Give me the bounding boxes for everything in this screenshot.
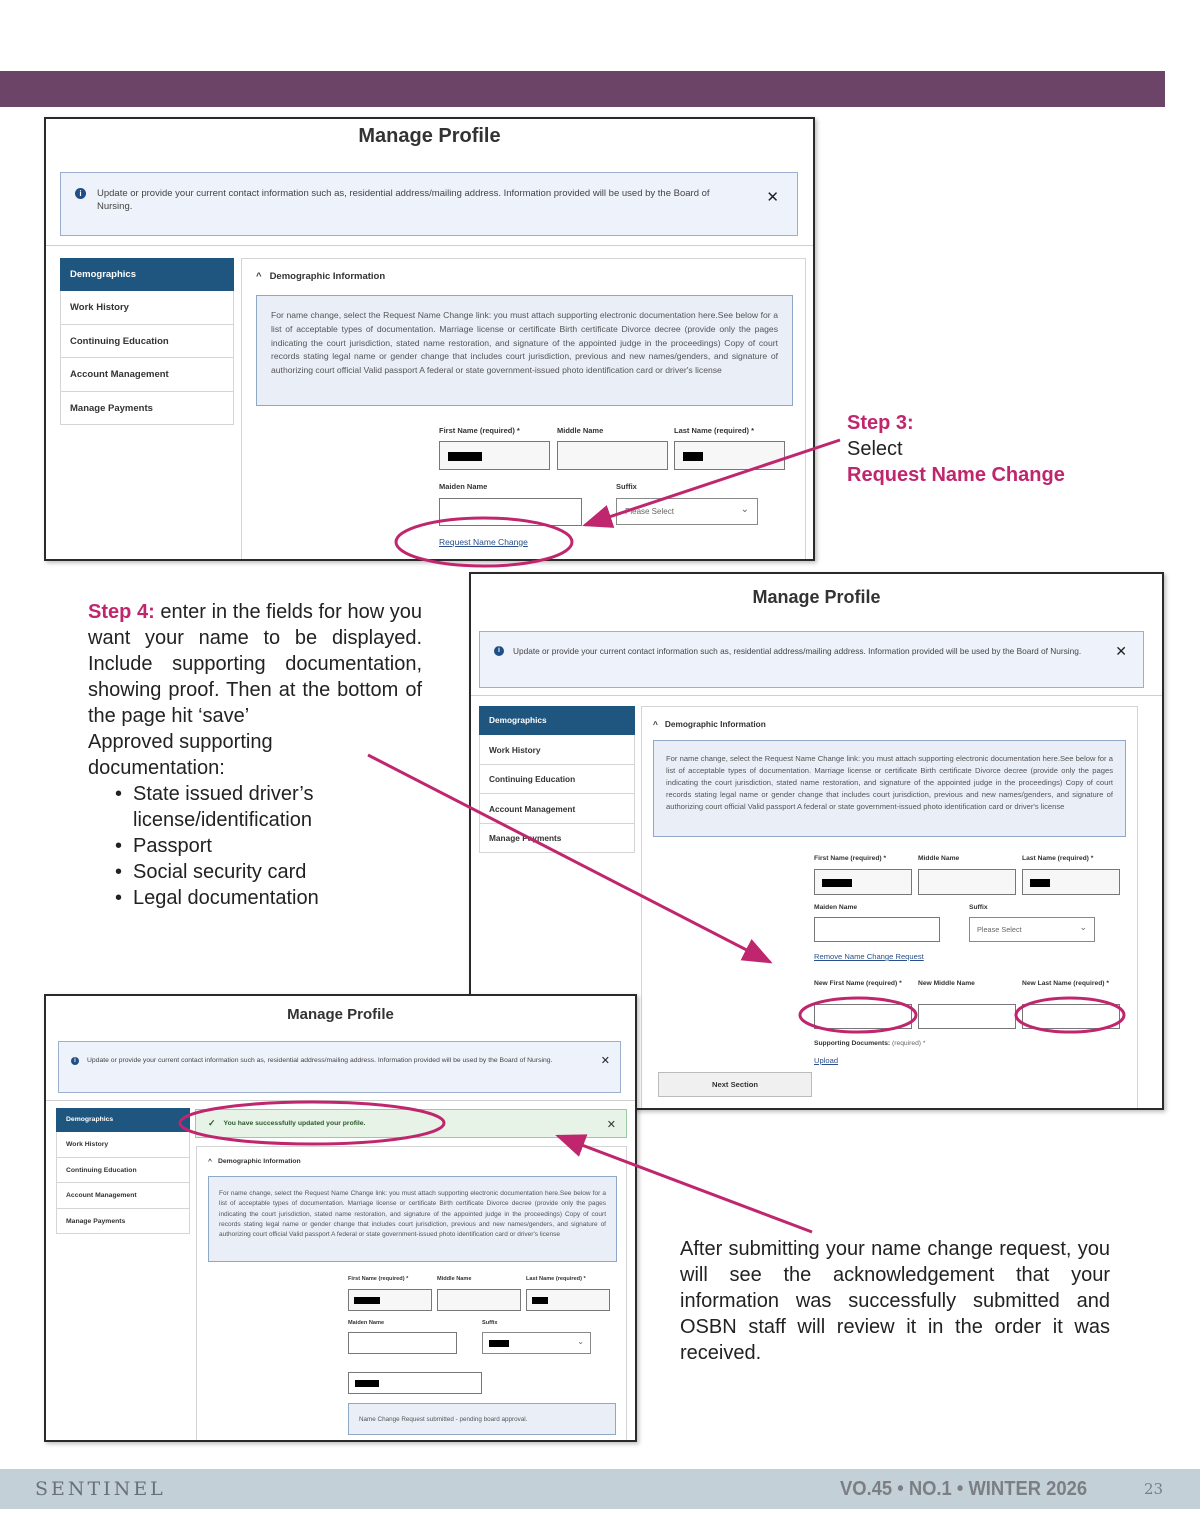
first-name-label: First Name (required) * <box>348 1276 409 1282</box>
middle-name-field[interactable] <box>437 1289 521 1311</box>
demographics-panel <box>241 258 806 561</box>
maiden-name-label: Maiden Name <box>439 482 488 491</box>
chevron-down-icon: ⌄ <box>1079 922 1087 932</box>
step4-text: enter in the fields for how you want your name to be displayed. Include supporting documentation, showing proof. Then at the bottom of the page hit ‘save’ <box>88 601 422 727</box>
new-name-field[interactable] <box>348 1372 482 1394</box>
step4-callout <box>88 599 422 911</box>
footer-issue: VO.45 • NO.1 • WINTER 2026 <box>840 1478 1088 1500</box>
first-name-label: First Name (required) * <box>814 855 887 862</box>
first-name-field[interactable] <box>439 441 550 470</box>
new-first-name-field[interactable] <box>814 1004 912 1029</box>
info-alert-text: Update or provide your current contact information such as, residential address/mailing address. Information provided will be used by the Board of Nursing. <box>87 1057 553 1064</box>
middle-name-label: Middle Name <box>918 855 960 862</box>
sidebar-item-continuing-education[interactable]: Continuing Education <box>60 325 234 358</box>
close-icon[interactable]: ✕ <box>606 1119 616 1131</box>
middle-name-label: Middle Name <box>437 1276 472 1282</box>
supporting-documents-text: Supporting Documents: <box>814 1040 891 1047</box>
list-item: • Legal documentation <box>112 885 422 911</box>
info-alert-text: Update or provide your current contact information such as, residential address/mailing address. Information provided will be used by the Board of Nursing. <box>513 646 1082 656</box>
step3-heading: Step 3: <box>847 412 914 434</box>
suffix-label: Suffix <box>969 904 988 911</box>
page-number: 23 <box>1144 1480 1164 1498</box>
info-icon: i <box>71 1057 79 1065</box>
page-title: Manage Profile <box>358 125 501 147</box>
sidebar-item-manage-payments[interactable]: Manage Payments <box>56 1209 190 1234</box>
first-name-field[interactable] <box>348 1289 432 1311</box>
maiden-name-field[interactable] <box>439 498 582 526</box>
screenshot-step3 <box>44 117 815 561</box>
divider <box>46 245 813 246</box>
maiden-name-label: Maiden Name <box>348 1320 385 1326</box>
close-icon[interactable]: ✕ <box>766 189 779 206</box>
sidebar <box>479 706 635 853</box>
next-section-button[interactable]: Next Section <box>658 1072 812 1097</box>
info-alert <box>60 172 798 236</box>
new-middle-name-field[interactable] <box>918 1004 1016 1029</box>
new-last-name-field[interactable] <box>1022 1004 1120 1029</box>
maiden-name-field[interactable] <box>348 1332 457 1354</box>
suffix-select[interactable] <box>969 917 1095 942</box>
remove-name-change-link[interactable]: Remove Name Change Request <box>814 952 924 961</box>
step3-line: Select <box>847 438 903 460</box>
chevron-down-icon: ⌄ <box>740 504 749 515</box>
redacted-value <box>355 1380 379 1387</box>
first-name-label: First Name (required) * <box>439 426 520 435</box>
supporting-documents-required: (required) * <box>892 1040 926 1047</box>
section-title <box>208 1158 301 1165</box>
sidebar-item-demographics[interactable]: Demographics <box>60 258 234 291</box>
chevron-up-icon[interactable]: ^ <box>208 1158 212 1165</box>
sidebar-item-work-history[interactable]: Work History <box>56 1132 190 1158</box>
sidebar <box>60 258 234 425</box>
sidebar-item-continuing-education[interactable]: Continuing Education <box>56 1158 190 1183</box>
check-icon: ✓ <box>208 1118 216 1128</box>
step4-body <box>88 599 422 729</box>
redacted-value <box>683 452 703 461</box>
sidebar-item-work-history[interactable]: Work History <box>479 735 635 765</box>
close-icon[interactable]: ✕ <box>1115 643 1127 659</box>
suffix-placeholder: Please Select <box>977 925 1022 934</box>
maiden-name-field[interactable] <box>814 917 940 942</box>
maiden-name-label: Maiden Name <box>814 904 858 911</box>
step4-heading: Step 4: <box>88 601 155 623</box>
chevron-down-icon: ⌄ <box>577 1337 584 1346</box>
last-name-label: Last Name (required) * <box>1022 855 1094 862</box>
redacted-value <box>489 1340 509 1347</box>
upload-link[interactable]: Upload <box>814 1056 839 1065</box>
redacted-value <box>448 452 482 461</box>
sidebar <box>56 1108 190 1234</box>
section-title-text: Demographic Information <box>217 1158 301 1165</box>
sidebar-item-continuing-education[interactable]: Continuing Education <box>479 765 635 794</box>
sidebar-item-work-history[interactable]: Work History <box>60 291 234 325</box>
suffix-select[interactable] <box>482 1332 591 1354</box>
supporting-documents-label <box>814 1040 925 1047</box>
divider <box>471 695 1162 696</box>
info-icon: i <box>494 646 504 656</box>
info-alert <box>479 631 1144 688</box>
sidebar-item-manage-payments[interactable]: Manage Payments <box>60 392 234 425</box>
last-name-label: Last Name (required) * <box>526 1276 586 1282</box>
section-title <box>653 719 766 729</box>
redacted-value <box>1030 879 1050 887</box>
chevron-up-icon[interactable]: ^ <box>653 719 658 729</box>
redacted-value <box>532 1297 548 1304</box>
success-alert <box>195 1109 627 1138</box>
divider <box>46 1100 635 1101</box>
info-icon: i <box>75 188 86 199</box>
page-title: Manage Profile <box>287 1006 394 1023</box>
suffix-placeholder: Please Select <box>625 507 674 516</box>
name-change-note: For name change, select the Request Name Change link: you must attach supporting electronic documentation here.See below for a list of acceptable types of documentation. Marriage license or certificate Birth certificate Divorce decree (provide only the pages indicating the court jurisdiction, stated name restoration, and signature of the appointed judge in the proceedings) Copy of court records stating legal name or gender change that includes court jurisdiction, previous and new names/genders, and signature of authorizing court official Valid passport A federal or state government-issued photo identification card or driver's license <box>256 295 793 406</box>
chevron-up-icon[interactable]: ^ <box>256 271 262 282</box>
footer <box>0 1469 1200 1509</box>
new-first-name-label: New First Name (required) * <box>814 980 902 987</box>
last-name-field[interactable] <box>1022 869 1120 895</box>
suffix-label: Suffix <box>616 482 637 491</box>
new-last-name-label: New Last Name (required) * <box>1022 980 1109 987</box>
pending-approval-notice: Name Change Request submitted - pending board approval. <box>348 1403 616 1435</box>
middle-name-label: Middle Name <box>557 426 604 435</box>
sidebar-item-demographics[interactable]: Demographics <box>479 706 635 735</box>
suffix-select[interactable] <box>616 498 758 525</box>
screenshot-submitted <box>44 994 637 1442</box>
last-name-label: Last Name (required) * <box>674 426 755 435</box>
sidebar-item-account-management[interactable]: Account Management <box>479 794 635 824</box>
name-change-note: For name change, select the Request Name Change link: you must attach supporting electronic documentation here.See below for a list of acceptable types of documentation. Marriage license or certificate Birth certificate Divorce decree (provide only the pages indicating the court jurisdiction, stated name restoration, and signature of the appointed judge in the proceedings) Copy of court records stating legal name or gender change that includes court jurisdiction, previous and new names/genders, and signature of authorizing court official Valid passport A federal or state government-issued photo identification card or driver's license <box>208 1176 617 1262</box>
sidebar-item-account-management[interactable]: Account Management <box>60 358 234 392</box>
new-middle-name-label: New Middle Name <box>918 980 975 987</box>
redacted-value <box>354 1297 380 1304</box>
footer-brand: SENTINEL <box>35 1478 166 1500</box>
section-title <box>256 271 385 282</box>
sidebar-item-demographics[interactable]: Demographics <box>56 1108 190 1132</box>
suffix-label: Suffix <box>482 1320 498 1326</box>
demographics-panel <box>641 706 1138 1110</box>
last-name-field[interactable] <box>526 1289 610 1311</box>
page-title: Manage Profile <box>752 587 881 607</box>
name-change-note: For name change, select the Request Name Change link: you must attach supporting electronic documentation here.See below for a list of acceptable types of documentation. Marriage license or certificate Birth certificate Divorce decree (provide only the pages indicating the court jurisdiction, stated name restoration, and signature of the appointed judge in the proceedings) Copy of court records stating legal name or gender change that includes court jurisdiction, previous and new names/genders, and signature of authorizing court official Valid passport A federal or state government-issued photo identification card or driver's license <box>653 740 1126 837</box>
sidebar-item-account-management[interactable]: Account Management <box>56 1183 190 1209</box>
section-title-text: Demographic Information <box>664 719 766 729</box>
list-item: • Passport <box>112 833 422 859</box>
header-band <box>0 71 1165 107</box>
approved-docs-heading: Approved supporting documentation: <box>88 731 273 779</box>
info-alert <box>58 1041 621 1093</box>
middle-name-field[interactable] <box>557 441 668 470</box>
redacted-value <box>822 879 852 887</box>
last-name-field[interactable] <box>674 441 785 470</box>
close-icon[interactable]: ✕ <box>600 1055 610 1067</box>
after-submit-callout: After submitting your name change request, you will see the acknowledgement that your information was successfully submitted and OSBN staff will review it in the order it was received. <box>680 1238 1110 1364</box>
demographics-panel <box>196 1146 627 1442</box>
list-item: • State issued driver’s license/identification <box>112 781 332 833</box>
info-alert-text: Update or provide your current contact information such as, residential address/mailing address. Information provided will be used by the Board of Nursing. <box>97 188 710 212</box>
request-name-change-link[interactable]: Request Name Change <box>439 537 528 547</box>
approved-docs-list <box>112 781 422 911</box>
step3-callout <box>847 410 1107 488</box>
first-name-field[interactable] <box>814 869 912 895</box>
success-message: You have successfully updated your profile. <box>223 1120 366 1127</box>
step3-action: Request Name Change <box>847 464 1065 486</box>
section-title-text: Demographic Information <box>269 271 386 282</box>
middle-name-field[interactable] <box>918 869 1016 895</box>
list-item: • Social security card <box>112 859 422 885</box>
sidebar-item-manage-payments[interactable]: Manage Payments <box>479 824 635 853</box>
